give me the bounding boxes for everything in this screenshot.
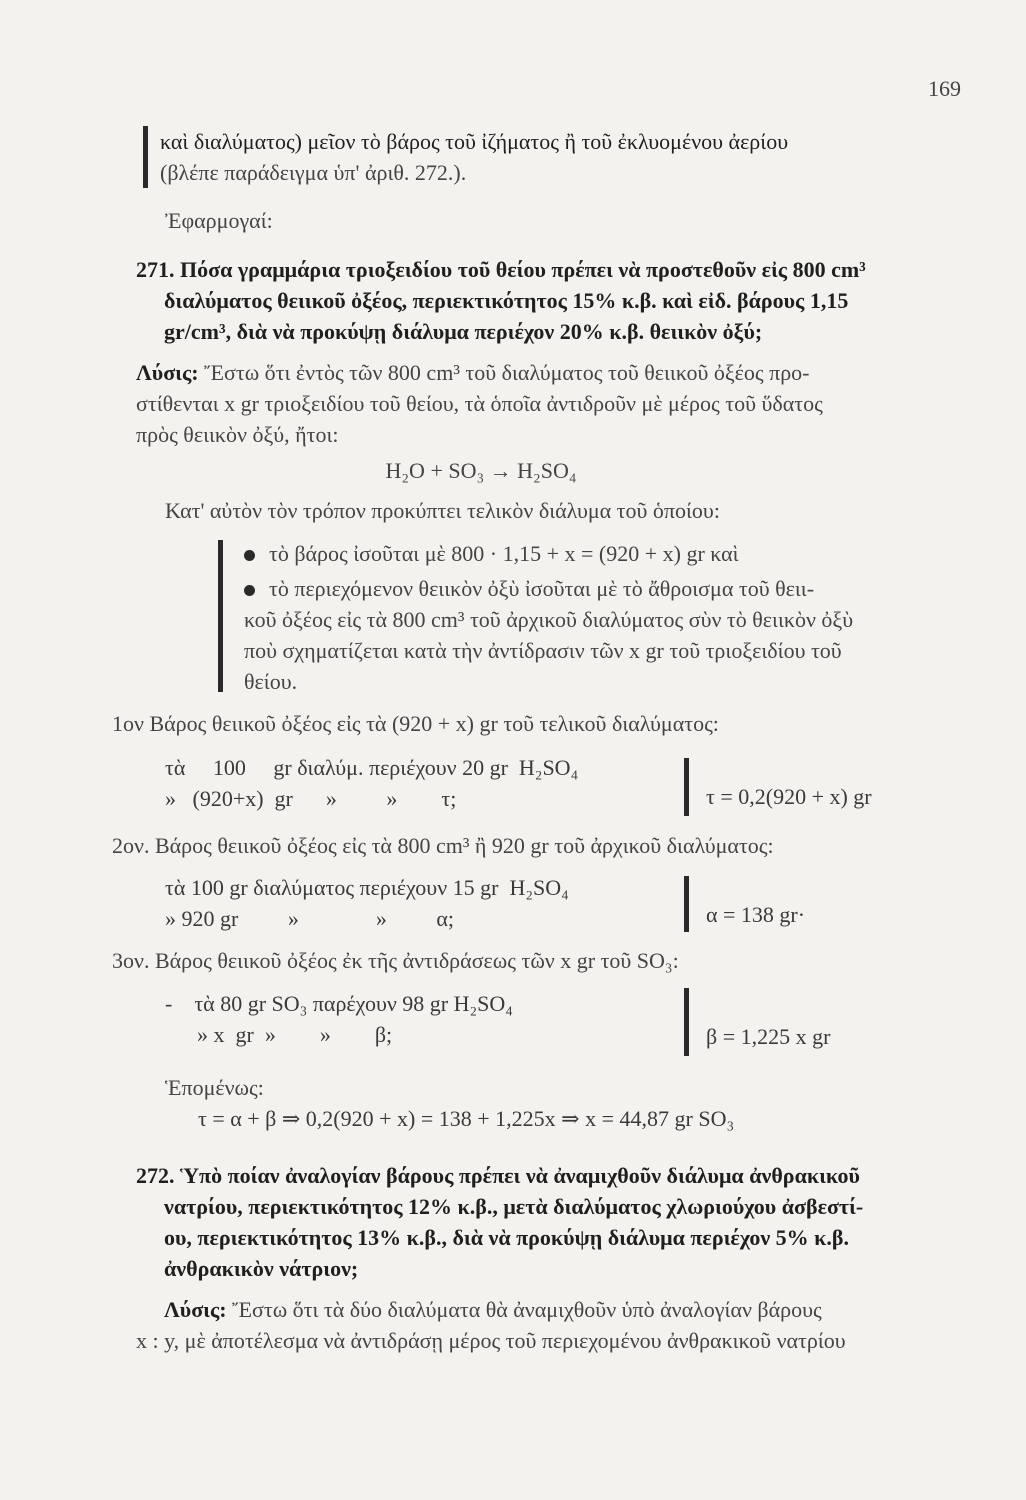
solution-line: στίθενται x gr τριοξειδίου τοῦ θείου, τὰ ὁποῖα ἀντιδροῦν μὲ μέρος τοῦ ὕδατος <box>136 391 823 416</box>
problem-line: ου, περιεκτικότητος 13% κ.β., διὰ νὰ προκύψῃ διάλυμα περιέχον 5% κ.β. <box>164 1225 849 1250</box>
step-3-heading: 3ον. Βάρος θειικοῦ ὀξέος ἐκ τῆς ἀντιδράσεως τῶν x gr τοῦ SO₃: <box>112 948 679 973</box>
solution-272 <box>136 1294 966 1356</box>
problem-line: ἀνθρακικὸν νάτριον; <box>164 1256 359 1281</box>
solution-label: Λύσις: <box>136 360 199 385</box>
intro-line: καὶ διαλύματος) μεῖον τὸ βάρος τοῦ ἰζήματος ἢ τοῦ ἐκλυομένου ἀερίου <box>160 129 789 154</box>
intro-line: (βλέπε παράδειγμα ὑπ' ἀριθ. 272.). <box>160 160 467 185</box>
solution-line: x : y, μὲ ἀποτέλεσμα νὰ ἀντιδράσῃ μέρος τοῦ περιεχομένου ἀνθρακικοῦ νατρίου <box>136 1328 846 1353</box>
bullet-continuation: θείου. <box>244 669 298 694</box>
problem-number: 271. <box>136 257 175 282</box>
bullet-item: τὸ βάρος ἰσοῦται μὲ 800 · 1,15 + x = (920 + x) gr καὶ <box>244 538 964 569</box>
solution-271 <box>136 357 966 450</box>
reaction-equation: H₂O + SO₃ → H₂SO₄ <box>385 458 577 483</box>
margin-bar <box>143 126 148 188</box>
problem-number: 272. <box>136 1163 175 1188</box>
proportion-row: » 920 gr » » α; <box>165 906 454 931</box>
solution-line: Κατ' αὐτὸν τὸν τρόπον προκύπτει τελικὸν διάλυμα τοῦ ὁποίου: <box>165 498 720 523</box>
step-2-result: α = 138 gr· <box>706 902 806 927</box>
margin-bar <box>684 876 689 932</box>
bullet-continuation: ποὺ σχηματίζεται κατὰ τὴν ἀντίδρασιν τῶν x gr τοῦ τριοξειδίου τοῦ <box>244 638 842 663</box>
bullet-icon <box>244 585 255 596</box>
step-1-result: τ = 0,2(920 + x) gr <box>706 784 872 809</box>
step-2-heading: 2ον. Βάρος θειικοῦ ὀξέος εἰς τὰ 800 cm³ ἢ 920 gr τοῦ ἀρχικοῦ διαλύματος: <box>112 833 774 858</box>
problem-line: διαλύματος θειικοῦ ὀξέος, περιεκτικότητος 15% κ.β. καὶ εἰδ. βάρους 1,15 <box>164 288 849 313</box>
step-3-rows <box>165 988 513 1050</box>
proportion-row: » x gr » » β; <box>197 1022 393 1047</box>
solution-line: Ἔστω ὅτι τὰ δύο διαλύματα θὰ ἀναμιχθοῦν ὑπὸ ἀναλογίαν βάρους <box>232 1297 822 1322</box>
bullet-item: τὸ περιεχόμενον θειικὸν ὀξὺ ἰσοῦται μὲ τὸ ἄθροισμα τοῦ θειι- <box>244 573 964 604</box>
final-equation: τ = α + β ⇒ 0,2(920 + x) = 138 + 1,225x ⇒ x = 44,87 gr SO₃ <box>198 1106 735 1131</box>
consequently-label: Ἑπομένως: <box>165 1075 264 1100</box>
solution-line: Ἔστω ὅτι ἐντὸς τῶν 800 cm³ τοῦ διαλύματος τοῦ θειικοῦ ὀξέος προ- <box>204 360 810 385</box>
bullet-list <box>244 538 964 697</box>
solution-label: Λύσις: <box>164 1297 227 1322</box>
bullet-continuation: κοῦ ὀξέος εἰς τὰ 800 cm³ τοῦ ἀρχικοῦ διαλύματος σὺν τὸ θειικὸν ὀξὺ <box>244 607 854 632</box>
proportion-row: » (920+x) gr » » τ; <box>165 786 457 811</box>
step-1-heading: 1ον Βάρος θειικοῦ ὀξέος εἰς τὰ (920 + x) gr τοῦ τελικοῦ διαλύματος: <box>112 711 719 736</box>
margin-bar <box>218 540 223 692</box>
margin-bar <box>684 988 689 1056</box>
bullet-icon <box>244 550 255 561</box>
intro-paragraph <box>160 126 960 188</box>
applications-heading: Ἐφαρμογαί: <box>165 208 273 233</box>
problem-line: gr/cm³, διὰ νὰ προκύψῃ διάλυμα περιέχον 20% κ.β. θειικὸν ὀξύ; <box>164 319 763 344</box>
problem-line: Ὑπὸ ποίαν ἀναλογίαν βάρους πρέπει νὰ ἀναμιχθοῦν διάλυμα ἀνθρακικοῦ <box>180 1163 860 1188</box>
problem-line: Πόσα γραμμάρια τριοξειδίου τοῦ θείου πρέπει νὰ προστεθοῦν εἰς 800 cm³ <box>180 257 866 282</box>
problem-line: νατρίου, περιεκτικότητος 12% κ.β., μετὰ διαλύματος χλωριούχου ἀσβεστί- <box>164 1194 864 1219</box>
step-2-rows <box>165 872 569 934</box>
page-number: 169 <box>928 76 961 101</box>
proportion-row: - τὰ 80 gr SO₃ παρέχουν 98 gr H₂SO₄ <box>165 991 513 1016</box>
step-3-result: β = 1,225 x gr <box>706 1024 831 1049</box>
solution-line: πρὸς θειικὸν ὀξύ, ἤτοι: <box>136 422 339 447</box>
problem-272 <box>136 1160 966 1284</box>
margin-bar <box>684 758 689 816</box>
proportion-row: τὰ 100 gr διαλύματος περιέχουν 15 gr H₂SO₄ <box>165 875 569 900</box>
proportion-row: τὰ 100 gr διαλύμ. περιέχουν 20 gr H₂SO₄ <box>165 755 579 780</box>
step-1-rows <box>165 752 578 814</box>
problem-271 <box>136 254 966 347</box>
